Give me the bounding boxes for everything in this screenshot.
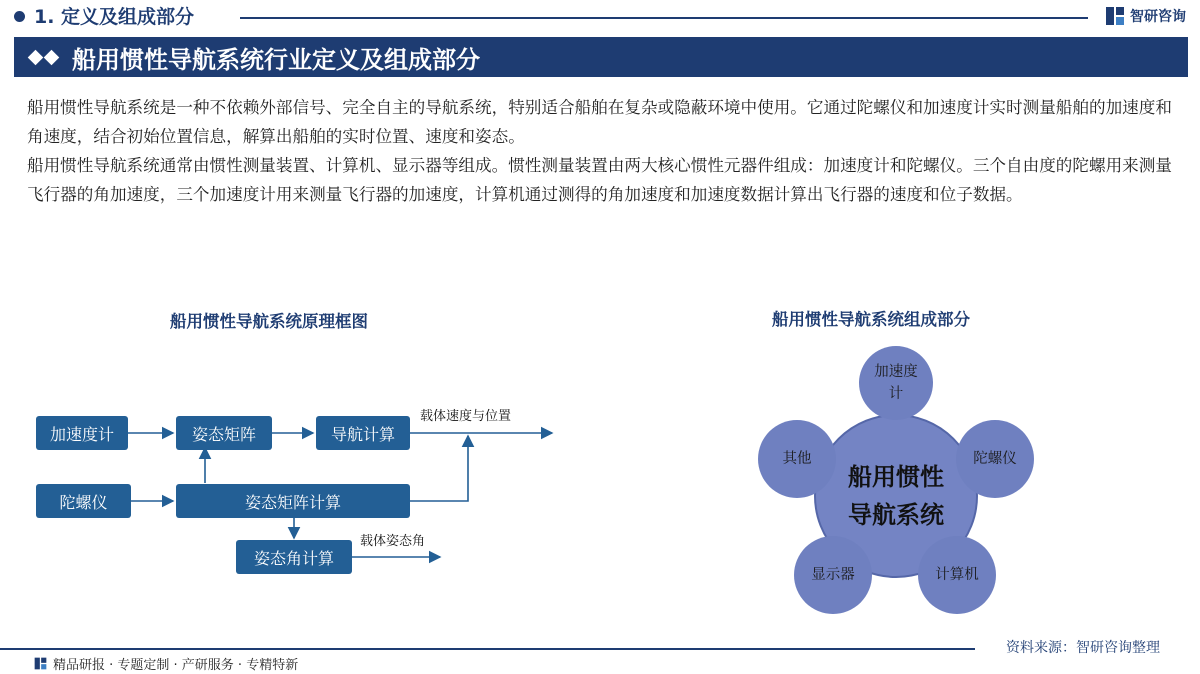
circle-computer: 计算机 xyxy=(918,536,996,614)
circle-gyroscope: 陀螺仪 xyxy=(956,420,1034,498)
page-title: 船用惯性导航系统行业定义及组成部分 xyxy=(72,45,480,74)
accelerometer-line-1: 加速度 xyxy=(874,364,918,380)
label-velocity-position: 载体速度与位置 xyxy=(420,409,512,424)
footer-divider xyxy=(0,648,975,650)
box-attitude-angle-calc: 姿态角计算 xyxy=(236,540,352,574)
box-attitude-matrix: 姿态矩阵 xyxy=(176,416,272,450)
circle-display: 显示器 xyxy=(794,536,872,614)
arrow-calc-to-output xyxy=(410,436,468,501)
center-line-2: 导航系统 xyxy=(848,501,944,529)
label-attitude-angle: 载体姿态角 xyxy=(360,534,426,549)
footer-slogan-text: 精品研报 · 专题定制 · 产研服务 · 专精特新 xyxy=(53,658,299,673)
footer-logo-icon xyxy=(34,657,47,670)
box-accelerometer: 加速度计 xyxy=(36,416,128,450)
paragraph-composition: 船用惯性导航系统通常由惯性测量装置、计算机、显示器等组成。惯性测量装置由两大核心惯性元器件组成：加速度计和陀螺仪。三个自由度的陀螺用来测量飞行器的角加速度，三个加速度计用来测量飞行器的加速度，计算机通过测得的角加速度和加速度数据计算出飞行器的速度和位子数据。 xyxy=(27,156,1172,204)
footer-slogan xyxy=(34,654,298,673)
source-note: 资料来源：智研咨询整理 xyxy=(1006,640,1160,656)
circle-other: 其他 xyxy=(758,420,836,498)
section-title: 1. 定义及组成部分 xyxy=(34,6,195,28)
flow-diagram-title: 船用惯性导航系统原理框图 xyxy=(170,312,368,331)
box-gyroscope: 陀螺仪 xyxy=(36,484,131,518)
center-line-1: 船用惯性 xyxy=(848,463,944,491)
composition-title: 船用惯性导航系统组成部分 xyxy=(772,310,970,329)
paragraph-definition: 船用惯性导航系统是一种不依赖外部信号、完全自主的导航系统，特别适合船舶在复杂或隐蔽环境中使用。它通过陀螺仪和加速度计实时测量船舶的加速度和角速度，结合初始位置信息，解算出船舶的实时位置、速度和姿态。 xyxy=(27,98,1172,146)
circle-accelerometer xyxy=(859,346,933,420)
accelerometer-line-2: 计 xyxy=(888,386,904,402)
box-navigation-calc: 导航计算 xyxy=(316,416,410,450)
box-attitude-matrix-calc: 姿态矩阵计算 xyxy=(176,484,410,518)
brand-name: 智研咨询 xyxy=(1130,9,1186,25)
